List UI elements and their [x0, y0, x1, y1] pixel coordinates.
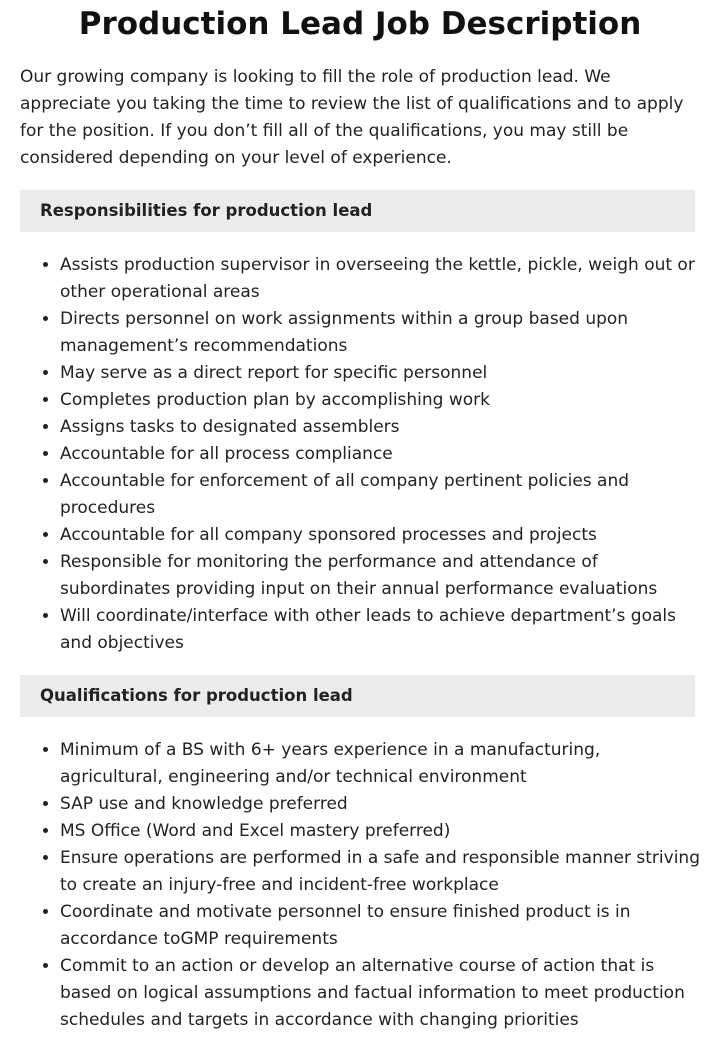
list-item: • Assists production supervisor in overseeing the kettle, pickle, weigh out or other operational areas — [60, 252, 700, 306]
list-item: • Directs personnel on work assignments within a group based upon management’s recommendations — [60, 306, 700, 360]
list-item: • Responsible for monitoring the performance and attendance of subordinates providing input on their annual performance evaluations — [60, 549, 700, 603]
qualifications-list — [20, 737, 700, 1034]
list-item: • Assigns tasks to designated assemblers — [60, 414, 700, 441]
list-item: • Ensure operations are performed in a safe and responsible manner striving to create an injury-free and incident-free workplace — [60, 845, 700, 899]
list-item: • MS Office (Word and Excel mastery preferred) — [60, 818, 700, 845]
intro-paragraph: Our growing company is looking to fill the role of production lead. We appreciate you taking the time to review the list of qualifications and to apply for the position. If you don’t fill all of the qualifications, you may still be considered depending on your level of experience. — [20, 67, 684, 168]
list-item: • Completes production plan by accomplishing work — [60, 387, 700, 414]
responsibilities-list — [20, 252, 700, 657]
list-item: • May serve as a direct report for specific personnel — [60, 360, 700, 387]
list-item: • Minimum of a BS with 6+ years experience in a manufacturing, agricultural, engineering and/or technical environment — [60, 737, 700, 791]
list-item: • Accountable for all company sponsored processes and projects — [60, 522, 700, 549]
page-title: Production Lead Job Description — [78, 6, 642, 42]
responsibilities-heading: Responsibilities for production lead — [20, 190, 695, 232]
qualifications-heading: Qualifications for production lead — [20, 675, 695, 717]
list-item: • Accountable for enforcement of all company pertinent policies and procedures — [60, 468, 700, 522]
list-item: • SAP use and knowledge preferred — [60, 791, 700, 818]
list-item: • Will coordinate/interface with other leads to achieve department’s goals and objectives — [60, 603, 700, 657]
list-item: • Accountable for all process compliance — [60, 441, 700, 468]
list-item: • Commit to an action or develop an alternative course of action that is based on logical assumptions and factual information to meet production schedules and targets in accordance with changing priorities — [60, 953, 700, 1034]
list-item: • Coordinate and motivate personnel to ensure finished product is in accordance toGMP requirements — [60, 899, 700, 953]
